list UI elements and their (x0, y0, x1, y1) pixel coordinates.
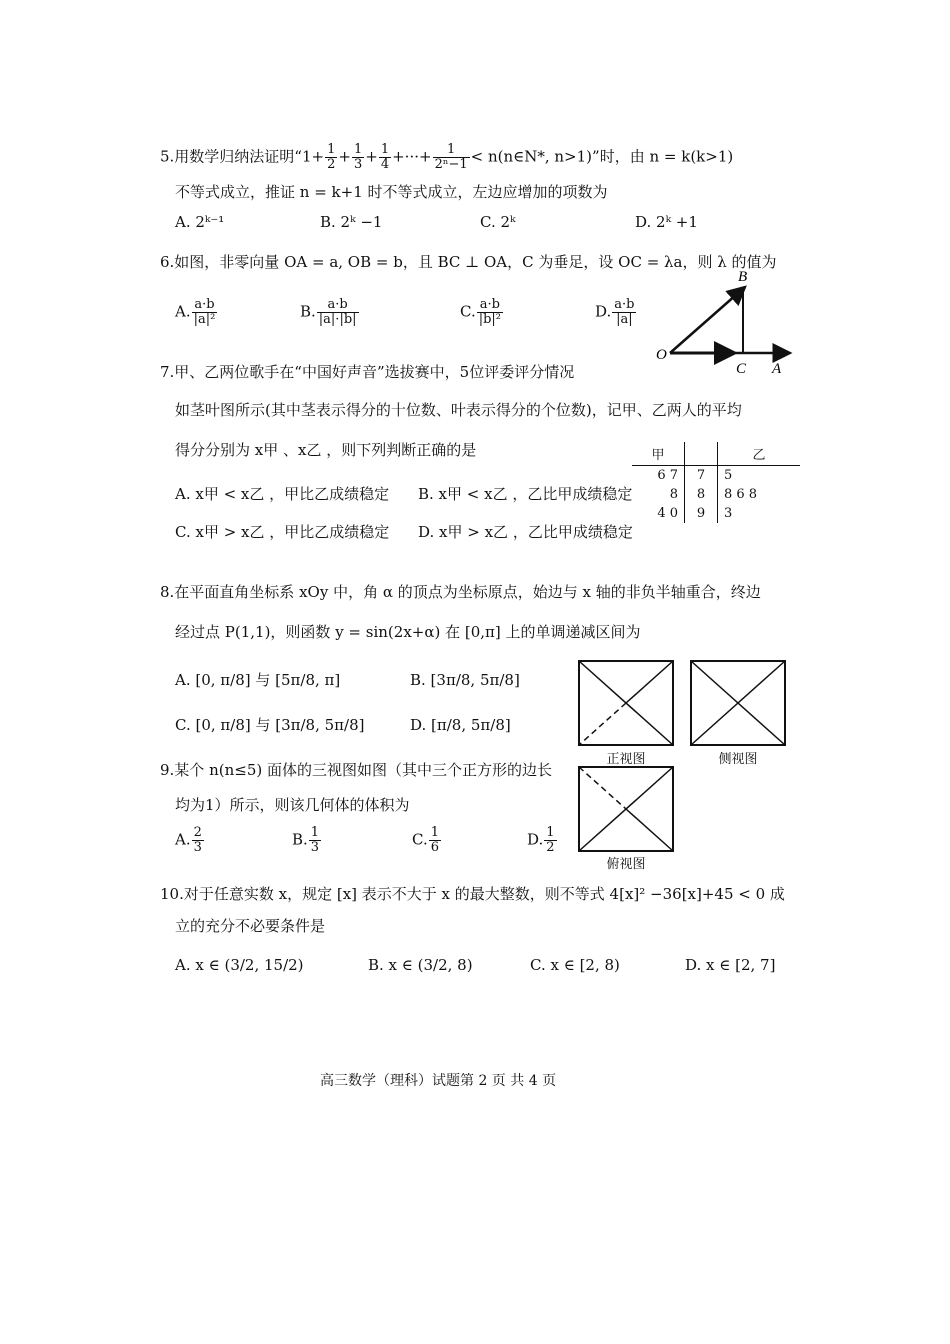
q10-line1: 10.对于任意实数 x，规定 [x] 表示不大于 x 的最大整数，则不等式 4[x]² −36[x]+45 < 0 成 (160, 885, 785, 903)
stem-header-row (632, 442, 800, 466)
q8-line1: 8.在平面直角坐标系 xOy 中，角 α 的顶点为坐标原点，始边与 x 轴的非负半轴重合，终边 (160, 583, 761, 601)
q7-option-b: B. x甲 < x乙 ，乙比甲成绩稳定 (418, 485, 633, 503)
front-view-caption: 正视图 (606, 752, 646, 767)
q5-frac-n: $\frac{1}{\text{2ⁿ−1}}$ (434, 142, 468, 172)
q9-option-d: D. $\frac{1}{2}$ (527, 825, 555, 855)
label-b: B (738, 269, 748, 285)
q5-dots: +···+ (392, 147, 432, 166)
q5-option-c: C. 2ᵏ (480, 213, 516, 231)
q10-option-d: D. x ∈ [2, 7] (685, 956, 776, 974)
q7-line2: 如茎叶图所示(其中茎表示得分的十位数、叶表示得分的个位数)，记甲、乙两人的平均 (175, 401, 742, 419)
side-view (690, 660, 786, 746)
q5-frac-3: $\frac{1}{4}$ (380, 142, 390, 172)
stem-header-left: 甲 (632, 442, 685, 466)
q10-option-b: B. x ∈ (3/2, 8) (368, 956, 473, 974)
stem-header-right: 乙 (718, 442, 801, 466)
vector-ob (670, 287, 745, 353)
q5-option-b: B. 2ᵏ −1 (320, 213, 383, 231)
q6-option-a: A. $\frac{a\cdot b}{\text{|a|²}}$ (175, 297, 216, 327)
q9-option-a: A. $\frac{2}{3}$ (175, 825, 202, 855)
side-view-caption: 侧视图 (718, 752, 758, 767)
q8-option-c: C. [0, π/8] 与 [3π/8, 5π/8] (175, 716, 365, 734)
label-o: O (656, 347, 667, 363)
q7-option-a: A. x甲 < x乙 ，甲比乙成绩稳定 (175, 485, 390, 503)
q7-option-d: D. x甲 > x乙 ，乙比甲成绩稳定 (418, 523, 633, 541)
q9-line2: 均为1）所示，则该几何体的体积为 (175, 796, 410, 814)
q9-line1: 9.某个 n(n≤5) 面体的三视图如图（其中三个正方形的边长 (160, 761, 552, 779)
q10-line2: 立的充分不必要条件是 (175, 917, 326, 935)
label-c: C (736, 361, 747, 377)
q5-ineq-post: < n(n∈N*, n>1)”时，由 n = k(k>1) (470, 147, 734, 166)
q7-line1: 7.甲、乙两位歌手在“中国好声音”选拔赛中，5位评委评分情况 (160, 363, 575, 381)
q6-option-b: B. $\frac{a\cdot b}{|a|\cdot|b|}$ (300, 297, 357, 327)
q8-line2: 经过点 P(1,1)，则函数 y = sin(2x+α) 在 [0,π] 上的单调递减区间为 (175, 623, 641, 641)
q5-lead: 5.用数学归纳法证明“ (160, 147, 302, 166)
q5-ineq-pre: 1+ (301, 147, 325, 166)
q5-frac-1: $\frac{1}{2}$ (327, 142, 336, 172)
q8-option-d: D. [π/8, 5π/8] (410, 716, 511, 734)
q9-option-b: B. $\frac{1}{3}$ (292, 825, 320, 855)
q7-line3: 得分分别为 x甲 、x乙 ，则下列判断正确的是 (175, 441, 477, 459)
q6-option-c: C. $\frac{a\cdot b}{\text{|b|²}}$ (460, 297, 502, 327)
q9-option-c: C. $\frac{1}{6}$ (412, 825, 439, 855)
stem-leaf-plot (632, 442, 800, 523)
q5-line1: 5.用数学归纳法证明“1+ $\frac{1}{2}$ + $\frac{1}{3}$ + $\frac{1}{4}$ +···+ $\frac{1}{\text{2ⁿ−1}}$ < n(n∈N*, n>1)”时，由 n = k(k>1) (160, 142, 734, 172)
page-footer: 高三数学（理科）试题第 2 页 共 4 页 (320, 1073, 557, 1089)
label-a: A (772, 361, 782, 377)
q10-option-a: A. x ∈ (3/2, 15/2) (175, 956, 304, 974)
q5-option-a: A. 2ᵏ⁻¹ (175, 213, 225, 231)
front-view (578, 660, 674, 746)
top-view-caption: 俯视图 (606, 857, 646, 872)
q7-option-c: C. x甲 > x乙 ，甲比乙成绩稳定 (175, 523, 390, 541)
q6-option-d: D. $\frac{a\cdot b}{|a|}$ (595, 297, 635, 327)
stem-row: 4 0 9 3 (657, 506, 733, 521)
q5-line2: 不等式成立，推证 n = k+1 时不等式成立，左边应增加的项数为 (175, 183, 608, 201)
vector-diagram (650, 265, 800, 380)
top-view (578, 766, 674, 852)
q10-option-c: C. x ∈ [2, 8) (530, 956, 620, 974)
q6-line1: 6.如图，非零向量 OA = a, OB = b，且 BC ⊥ OA，C 为垂足，设 OC = λa，则 λ 的值为 (160, 253, 777, 271)
q5-frac-2: $\frac{1}{3}$ (353, 142, 363, 172)
stem-row: 8 8 8 6 8 (669, 487, 758, 502)
q8-option-a: A. [0, π/8] 与 [5π/8, π] (175, 671, 341, 689)
q5-option-d: D. 2ᵏ +1 (635, 213, 698, 231)
q8-option-b: B. [3π/8, 5π/8] (410, 671, 520, 689)
stem-row: 6 7 7 5 (632, 466, 800, 486)
